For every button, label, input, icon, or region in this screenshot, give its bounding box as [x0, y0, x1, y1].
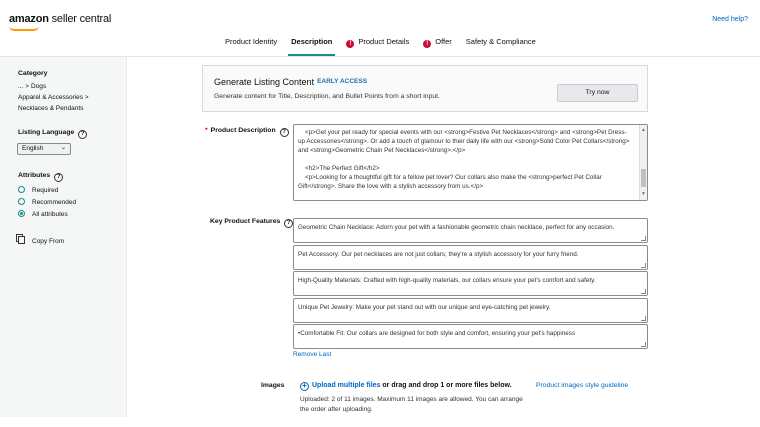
chevron-right-icon: >	[25, 84, 29, 90]
breadcrumb-apparel[interactable]: Apparel & Accessories	[18, 94, 84, 101]
feature-text: Unique Pet Jewelry: Make your pet stand out with our unique and eye-catching pet jewelry.	[298, 304, 551, 311]
feature-input-3[interactable]	[293, 271, 648, 296]
tab-label: Offer	[435, 37, 452, 46]
remove-last-link[interactable]: Remove Last	[293, 351, 332, 358]
description-line: <h2>The Perfect Gift</h2>	[298, 165, 380, 172]
product-description-textarea[interactable]	[293, 124, 648, 201]
upload-info-text: Uploaded: 2 of 11 images. Maximum 11 images are allowed. You can arrange the order after uploading.	[300, 396, 523, 413]
breadcrumb-dogs[interactable]: Dogs	[30, 83, 47, 90]
feature-text: High-Quality Materials: Crafted with high-quality materials, our collars ensure your pet's comfort and safety.	[298, 277, 596, 284]
description-line	[298, 155, 633, 164]
seller-central-logo[interactable]	[9, 13, 111, 25]
upload-multiple-files-link[interactable]: Upload multiple files	[312, 382, 381, 389]
key-features-label-text: Key Product Features	[210, 218, 281, 225]
tab-label: Safety & Compliance	[465, 37, 536, 46]
breadcrumb-necklaces[interactable]: Necklaces & Pendants	[18, 105, 84, 112]
tab-product-identity[interactable]	[218, 32, 284, 56]
resize-handle-icon[interactable]	[641, 236, 646, 241]
attributes-label: Attributes	[18, 172, 51, 179]
key-features-label	[210, 218, 293, 228]
help-icon[interactable]: ?	[78, 130, 87, 139]
category-title: Category	[18, 70, 48, 77]
feature-input-1[interactable]	[293, 218, 648, 243]
description-line: <p>Looking for a thoughtful gift for a fellow pet lover? Our collars also make the <strong>perfect Pet Collar Gift</strong>. Share the love with a stylish accessory from us.</p>	[298, 174, 604, 190]
tab-label: Description	[291, 37, 333, 46]
alert-icon: !	[423, 40, 431, 48]
required-asterisk: *	[205, 127, 208, 134]
alert-icon: !	[346, 40, 354, 48]
upload-instructions: or drag and drop 1 or more files below.	[380, 382, 512, 389]
try-now-button[interactable]: Try now	[557, 84, 638, 102]
language-select[interactable]	[17, 143, 71, 155]
banner-title-text: Generate Listing Content	[214, 77, 315, 87]
radio-label: Required	[32, 187, 59, 194]
listing-language-title	[18, 129, 87, 139]
resize-handle-icon[interactable]	[641, 263, 646, 268]
breadcrumb-line-1	[18, 83, 46, 90]
product-description-label-text: Product Description	[210, 127, 276, 134]
amazon-smile-icon	[9, 26, 39, 31]
radio-all-attributes[interactable]	[18, 210, 68, 218]
feature-text: •Comfortable Fit: Our collars are designed for both style and comfort, ensuring your pet's happiness	[298, 330, 576, 337]
generate-listing-banner	[202, 65, 648, 112]
resize-handle-icon[interactable]	[641, 289, 646, 294]
radio-recommended[interactable]	[18, 198, 76, 206]
feature-input-2[interactable]	[293, 245, 648, 270]
resize-handle-icon[interactable]	[641, 316, 646, 321]
scroll-thumb[interactable]	[641, 169, 646, 187]
tab-description[interactable]	[284, 32, 339, 56]
resize-handle-icon[interactable]	[641, 342, 646, 347]
radio-label: Recommended	[32, 199, 77, 206]
description-line: <p>Get your pet ready for special events with our <strong>Festive Pet Necklaces</strong> and <strong>Pet Dress-up Accessories</strong>. Or add a touch of glamour to their daily life with our <strong>Solid Color Pet Collars</strong> and <strong>Geometric Chain Pet Necklaces</strong>.</p>	[298, 129, 632, 154]
radio-required[interactable]	[18, 186, 58, 194]
listing-language-label: Listing Language	[18, 129, 75, 136]
help-icon[interactable]: ?	[284, 219, 293, 228]
feature-text: Pet Accessory: Our pet necklaces are not just collars; they're a stylish accessory for your furry friend.	[298, 251, 579, 258]
scroll-down-icon[interactable]: ▼	[641, 191, 646, 197]
product-description-label	[205, 127, 289, 137]
copy-from-label: Copy From	[32, 238, 65, 245]
radio-circle-selected	[18, 210, 25, 217]
tab-label: Product Identity	[225, 37, 278, 46]
chevron-right-icon: >	[85, 95, 89, 101]
need-help-link[interactable]: Need help?	[712, 16, 748, 23]
listing-tabs	[218, 32, 543, 56]
breadcrumb-line-2	[18, 94, 91, 101]
language-value: English	[22, 145, 44, 152]
radio-circle	[18, 198, 25, 205]
logo-seller-central-text: seller central	[48, 13, 112, 25]
copy-icon	[18, 236, 25, 244]
textarea-scrollbar[interactable]	[639, 125, 647, 200]
help-icon[interactable]: ?	[280, 128, 289, 137]
early-access-badge: EARLY ACCESS	[317, 78, 368, 85]
tab-product-details[interactable]	[339, 32, 416, 56]
image-style-guideline-link[interactable]: Product images style guideline	[536, 382, 629, 389]
radio-label: All attributes	[32, 211, 68, 218]
feature-input-5[interactable]	[293, 324, 648, 349]
upload-icon[interactable]: +	[300, 382, 309, 391]
radio-circle	[18, 186, 25, 193]
chevron-down-icon: ⌄	[60, 145, 66, 151]
images-label: Images	[261, 382, 285, 389]
tab-offer[interactable]	[416, 32, 459, 56]
tab-label: Product Details	[358, 37, 410, 46]
breadcrumb-ellipsis[interactable]: ...	[18, 83, 24, 90]
help-icon[interactable]: ?	[54, 173, 63, 182]
feature-text: Geometric Chain Necklace: Adorn your pet with a fashionable geometric chain necklace, perfect for any occasion.	[298, 224, 615, 231]
upload-row	[300, 382, 512, 391]
copy-from-button[interactable]	[18, 236, 64, 245]
attributes-title	[18, 172, 63, 182]
banner-title	[214, 77, 367, 87]
sidebar	[0, 57, 127, 417]
scroll-up-icon[interactable]: ▲	[641, 127, 646, 133]
banner-description: Generate content for Title, Description, and Bullet Points from a short input.	[214, 93, 440, 100]
logo-amazon-text: amazon	[9, 13, 49, 25]
tab-safety-compliance[interactable]	[459, 32, 543, 56]
feature-input-4[interactable]	[293, 298, 648, 323]
